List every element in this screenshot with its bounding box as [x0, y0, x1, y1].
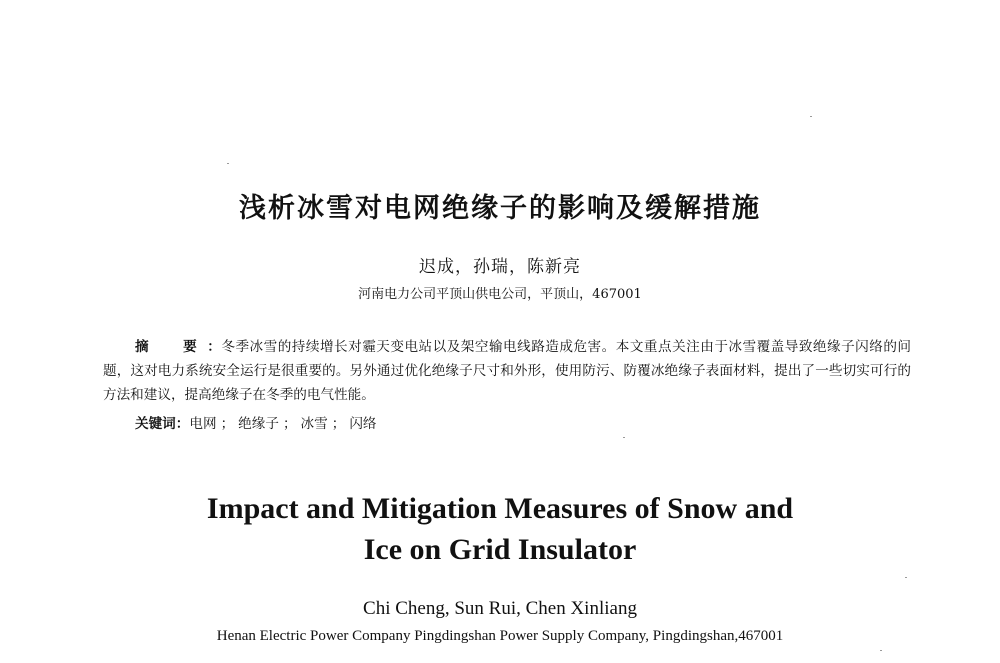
keyword-item: 闪络 — [349, 416, 377, 432]
keyword-separator: ； — [220, 416, 235, 432]
keywords-label: 关键词： — [135, 416, 190, 432]
chinese-authors: 迟成，孙瑞，陈新亮 — [419, 257, 581, 277]
scan-speck — [227, 163, 229, 164]
keyword-item: 绝缘子 — [238, 416, 279, 432]
chinese-title: 浅析冰雪对电网绝缘子的影响及缓解措施 — [239, 193, 761, 224]
keyword-item: 冰雪 — [300, 416, 328, 432]
abstract-label: 摘 要： — [135, 339, 222, 355]
keyword-separator: ； — [282, 416, 297, 432]
english-title-line-1: Impact and Mitigation Measures of Snow and — [206, 492, 794, 525]
scan-speck — [880, 650, 882, 651]
keyword-separator: ； — [331, 416, 346, 432]
chinese-abstract — [103, 335, 911, 407]
english-authors: Chi Cheng, Sun Rui, Chen Xinliang — [363, 598, 637, 619]
scan-speck — [810, 116, 812, 117]
chinese-keywords — [135, 414, 911, 434]
scan-speck — [905, 577, 907, 578]
chinese-affiliation: 河南电力公司平顶山供电公司，平顶山，467001 — [358, 287, 642, 302]
english-affiliation: Henan Electric Power Company Pingdingshan Power Supply Company, Pingdingshan,467001 — [216, 628, 784, 644]
keyword-item: 电网 — [189, 416, 217, 432]
english-title — [0, 488, 1000, 570]
english-title-line-2: Ice on Grid Insulator — [363, 533, 637, 566]
abstract-text: 冬季冰雪的持续增长对霾天变电站以及架空输电线路造成危害。本文重点关注由于冰雪覆盖导致绝缘子闪络的问题，这对电力系统安全运行是很重要的。另外通过优化绝缘子尺寸和外形，使用防污、防覆冰绝缘子表面材料，提出了一些切实可行的方法和建议，提高绝缘子在冬季的电气性能。 — [103, 339, 912, 403]
scan-speck — [623, 437, 625, 438]
